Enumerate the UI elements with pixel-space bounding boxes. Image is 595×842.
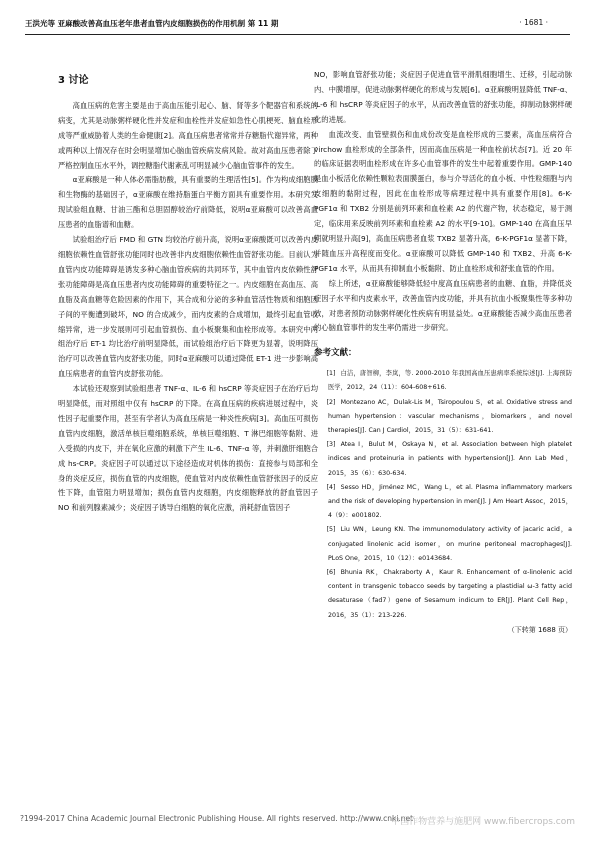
continued-note: （下转第 1688 页） xyxy=(507,625,572,634)
reference-text: Sesso HD，Jiménez MC，Wang L，et al. Plasma inflammatory markers and the risk of developing hypertension in men[J]. J Am Heart Assoc，2015，4（9）：e001802. xyxy=(328,483,572,520)
paragraph: 综上所述，α亚麻酸能够降低轻中度高血压病患者的血糖、血脂，并降低炎症因子水平和内皮素水平，改善血管内皮功能，并具有抗血小板聚集性等多种功效，对患者预防动脉粥样硬化性疾病有明显益处。α亚麻酸能否减少高血压患者的心脑血管事件的发生率仍需进一步研究。 xyxy=(314,278,572,333)
reference-item xyxy=(314,438,572,481)
reference-number: [5] xyxy=(326,526,336,534)
reference-text: Liu WN，Leung KN. The immunomodulatory activity of jacaric acid，a conjugated linolenic acid isomer，on murine peritoneal macrophages[J]. PLoS One，2015，10（12）：e0143684. xyxy=(328,526,572,562)
paragraph: 试验组治疗后 FMD 和 GTN 均较治疗前升高，说明α亚麻酸既可以改善内皮细胞依赖性血管舒张功能同时也改善非内皮细胞依赖性血管舒张功能。目前认为血管内皮功能障碍是诱发多种心脑血管疾病的共同环节，其中血管内皮依赖性舒张功能障碍是高血压患者内皮功能障碍的重要特征之一。内皮细胞在高血压、高血脂及高血糖等危险因素的作用下，其合成和分泌的多种血管活性物质和细胞因子间的平衡遭到破坏，NO 的合成减少，而内皮素的合成增加，最终引起血管收缩异常，进一步发展则可引起血管损伤、血小板聚集和血栓形成等。本研究中两组治疗后 ET-1 均比治疗前明显降低，而试验组治疗后下降更为显著，说明降压治疗可以改善血管内皮舒张功能，同时α亚麻酸可以通过降低 ET-1 进一步影响高血压病患者的血管内皮舒张功能。 xyxy=(58,235,318,379)
reference-item xyxy=(314,566,572,623)
reference-number: [2] xyxy=(326,398,336,406)
reference-number: [3] xyxy=(326,441,336,449)
left-column xyxy=(58,60,318,516)
copyright-notice: ?1994-2017 China Academic Journal Electronic Publishing House. All rights reserved. http://www.cnki.net xyxy=(20,814,414,823)
reference-number: [6] xyxy=(326,569,336,577)
reference-item xyxy=(314,367,572,395)
reference-item xyxy=(314,481,572,524)
header-rule xyxy=(25,34,570,35)
page-number: · 1681 · xyxy=(519,18,548,27)
reference-number: [4] xyxy=(326,483,336,491)
paragraph: α亚麻酸是一种人体必需脂肪酸，具有重要的生理活性[5]。作为构成细胞膜和生物酶的基础因子，α亚麻酸在维持脂蛋白平衡方面具有重要作用。本研究发现试验组血糖、甘油三酯和总胆固醇较治疗前降低，说明α亚麻酸可以改善高血压患者的血脂谱和血糖。 xyxy=(58,175,318,230)
paragraph: NO，影响血管舒张功能；炎症因子促进血管平滑肌细胞增生、迁移，引起动脉内、中膜增厚，促进动脉粥样硬化的形成与发展[6]。α亚麻酸明显降低 TNF-α、IL-6 和 hsCRP 等炎症因子的水平，从而改善血管的舒张功能，抑制动脉粥样硬化的进展。 xyxy=(314,70,572,124)
reference-item xyxy=(314,523,572,566)
watermark: 中国作物营养与施肥网 www.fibercrops.com xyxy=(391,817,575,827)
reference-number: [1] xyxy=(326,370,336,378)
running-title: 王洪光等 亚麻酸改善高血压老年患者血管内皮细胞损伤的作用机制 第 11 期 xyxy=(25,19,279,28)
paragraph: 血流改变、血管壁损伤和血成份改变是血栓形成的三要素，高血压病符合 virchow 血栓形成的全部条件，因而高血压病是一种血栓前状态[7]。近 20 年的临床证据表明血栓形成在许多心血管事件的发生中起着重要作用。GMP-140 是血小板活化依赖性颗粒表面膜蛋白，参与介导活化的血小板、中性粒细胞与内皮细胞的黏附过程，因此在血栓形成等病理过程中具有重要作用[8]。6-K-PGF1α 和 TXB2 分别是前列环素和血栓素 A2 的代谢产物，状态稳定，易于测定，临床用来反映前列环素和血栓素 A2 的水平[9-10]。GMP-140 在高血压早期就明显升高[9]，高血压病患者血浆 TXB2 显著升高，6-K-PGF1α 显著下降，并随血压升高程度而变化。α亚麻酸可以降低 GMP-140 和 TXB2、升高 6-K-PGF1α 水平，从而具有抑制血小板黏附、防止血栓形成和舒张血管的作用。 xyxy=(314,129,572,273)
reference-list xyxy=(314,367,572,623)
reference-text: 白洁，唐智柳，李岚，等. 2000-2010 年我国高血压患病率系统综述[J]. 上海预防医学，2012，24（11）：604-608+616. xyxy=(328,370,572,392)
right-column xyxy=(314,68,572,638)
paragraph: 本试验还观察到试验组患者 TNF-α、IL-6 和 hsCRP 等炎症因子在治疗后均明显降低，而对照组中仅有 hsCRP 的下降。在高血压病的疾病进展过程中，炎性因子起重要作用，甚至有学者认为高血压病是一种炎性疾病[3]。高血压可损伤血管内皮细胞，激活单核巨噬细胞系统，单核巨噬细胞、T 淋巴细胞等黏附、进入受损的内皮下，并在氧化应激的刺激下产生 IL-6、TNF-α 等，并刺激肝细胞合成 hs-CRP。炎症因子可以通过以下途径造成对机体的损伤：直接参与局部和全身的炎症反应，损伤血管的内皮细胞，使血管对内皮依赖性血管舒张因子的反应性下降，血管阻力明显增加；损伤血管内皮细胞，内皮细胞释放的舒血管因子 NO 和前列腺素减少；炎症因子诱导白细胞的氧化应激，消耗舒血管因子 xyxy=(58,384,318,513)
reference-item xyxy=(314,396,572,439)
paragraph: 高血压病的危害主要是由于高血压能引起心、脑、肾等多个靶器官和系统的病变，尤其是动脉粥样硬化性并发症和血栓性并发症如急性心肌梗死、脑血栓形成等严重威胁着人类的生命健康[2]。高血压病患者常常并存糖脂代谢异常，两种或两种以上情况存在时会明显增加心脑血管疾病发病风险。故对高血压患者除了严格控制血压水平外，调控糖脂代谢紊乱可明显减少心脑血管事件的发生。 xyxy=(58,100,318,170)
running-header xyxy=(25,14,570,34)
reference-text: Atea I，Bulut M，Oskaya N，et al. Association between high platelet indices and proteinuria in patients with hypertension[J]. Ann Lab Med，2015，35（6）：630-634. xyxy=(328,441,572,477)
page-footer xyxy=(20,814,575,828)
reference-text: Bhunia RK，Chakraborty A，Kaur R. Enhancement of α-linolenic acid content in transgenic tobacco seeds by targeting a plastidial ω-3 fatty acid desaturase（fad7）gene of Sesamum indicum to ER[J]. Plant Cell Rep，2016，35（1）：213-226. xyxy=(328,569,572,619)
reference-text: Montezano AC，Dulak-Lis M，Tsiropoulou S，et al. Oxidative stress and human hypertension：vascular mechanisms，biomarkers，and novel therapies[J]. Can J Cardiol，2015，31（5）：631-641. xyxy=(328,398,572,435)
references-title: 参考文献： xyxy=(314,348,357,359)
section-title: 3 讨论 xyxy=(58,75,89,86)
